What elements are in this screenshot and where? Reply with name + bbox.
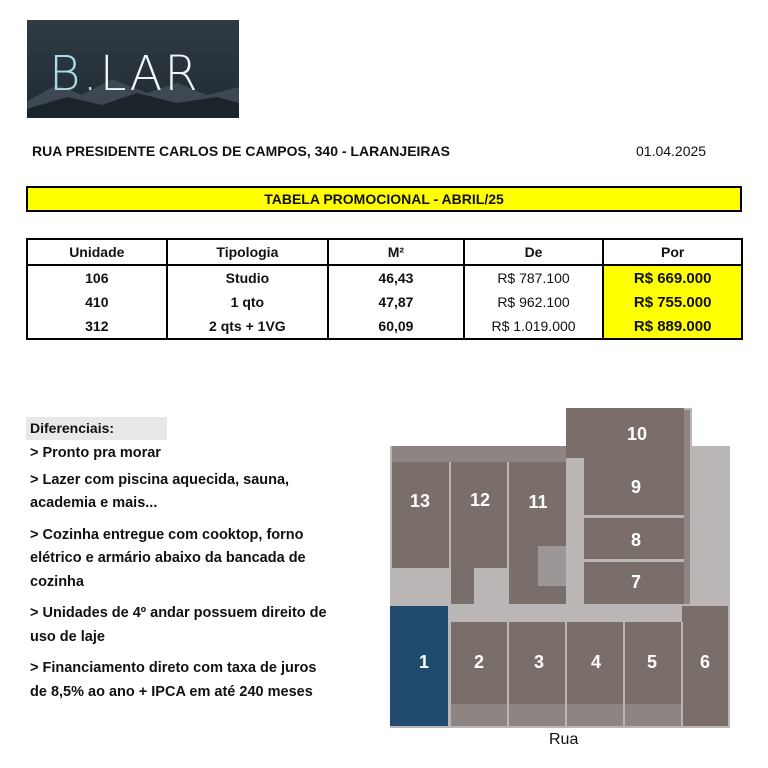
cell-por: R$ 755.000 — [603, 290, 742, 314]
cell-unidade: 106 — [27, 265, 167, 290]
cell-area: 60,09 — [328, 314, 464, 339]
floor-plan — [388, 408, 730, 728]
unit-label: 5 — [646, 652, 658, 672]
unit-label: 6 — [699, 652, 711, 672]
promo-title-bar: TABELA PROMOCIONAL - ABRIL/25 — [26, 186, 742, 212]
stair-left — [392, 568, 422, 604]
price-table-header — [27, 239, 742, 265]
unit-label: 7 — [630, 572, 642, 592]
feature-item: > Unidades de 4º andar possuem direito de uso de laje — [30, 605, 327, 645]
cell-area: 46,43 — [328, 265, 464, 290]
cell-por: R$ 669.000 — [603, 265, 742, 290]
unit-label: 1 — [418, 652, 430, 672]
unit-label: 9 — [630, 477, 642, 497]
cell-de: R$ 1.019.000 — [464, 314, 604, 339]
street-label: Rua — [549, 731, 579, 748]
unit-label: 12 — [469, 490, 491, 510]
features-list — [30, 442, 330, 712]
brand-logo — [27, 20, 239, 118]
feature-item: > Financiamento direto com taxa de juros de 8,5% ao ano + IPCA em até 240 meses — [30, 660, 317, 700]
unit-label: 3 — [533, 652, 545, 672]
unit-10-block — [566, 408, 684, 458]
price-table — [26, 238, 743, 340]
cell-tipologia: 2 qts + 1VG — [167, 314, 329, 339]
cell-unidade: 410 — [27, 290, 167, 314]
top-balconies — [392, 446, 566, 462]
table-row — [27, 265, 742, 290]
feature-item: > Cozinha entregue com cooktop, forno elétrico e armário abaixo da bancada de cozinha — [30, 526, 306, 590]
unit-10-balcony — [684, 410, 690, 458]
table-row — [27, 314, 742, 339]
cell-unidade: 312 — [27, 314, 167, 339]
cell-de: R$ 787.100 — [464, 265, 604, 290]
unit-label: 2 — [473, 652, 485, 672]
cell-por: R$ 889.000 — [603, 314, 742, 339]
feature-item: > Pronto pra morar — [30, 445, 161, 461]
cell-tipologia: 1 qto — [167, 290, 329, 314]
col-tipologia: Tipologia — [167, 239, 329, 265]
unit-label: 10 — [626, 424, 648, 444]
cell-tipologia: Studio — [167, 265, 329, 290]
document-date: 01.04.2025 — [636, 143, 707, 159]
cell-de: R$ 962.100 — [464, 290, 604, 314]
cell-area: 47,87 — [328, 290, 464, 314]
col-area: M² — [328, 239, 464, 265]
col-por: Por — [603, 239, 742, 265]
table-row — [27, 290, 742, 314]
unit-label: 13 — [409, 491, 431, 511]
unit-label: 4 — [590, 652, 602, 672]
central-corridor — [566, 460, 584, 604]
stair-center — [474, 568, 508, 604]
brand-dot: . — [82, 46, 100, 102]
unit-label: 8 — [630, 530, 642, 550]
col-unidade: Unidade — [27, 239, 167, 265]
brand-lar: LAR — [99, 46, 200, 102]
elevator-core — [538, 546, 566, 586]
brand-wordmark — [49, 46, 200, 102]
right-balconies — [684, 458, 690, 604]
feature-item: > Lazer com piscina aquecida, sauna, academia e mais... — [30, 471, 290, 511]
features-title: Diferenciais: — [26, 417, 167, 440]
col-de: De — [464, 239, 604, 265]
brand-letter-b: B — [49, 46, 83, 102]
property-address: RUA PRESIDENTE CARLOS DE CAMPOS, 340 - LARANJEIRAS — [32, 143, 450, 159]
unit-label: 11 — [528, 492, 548, 512]
